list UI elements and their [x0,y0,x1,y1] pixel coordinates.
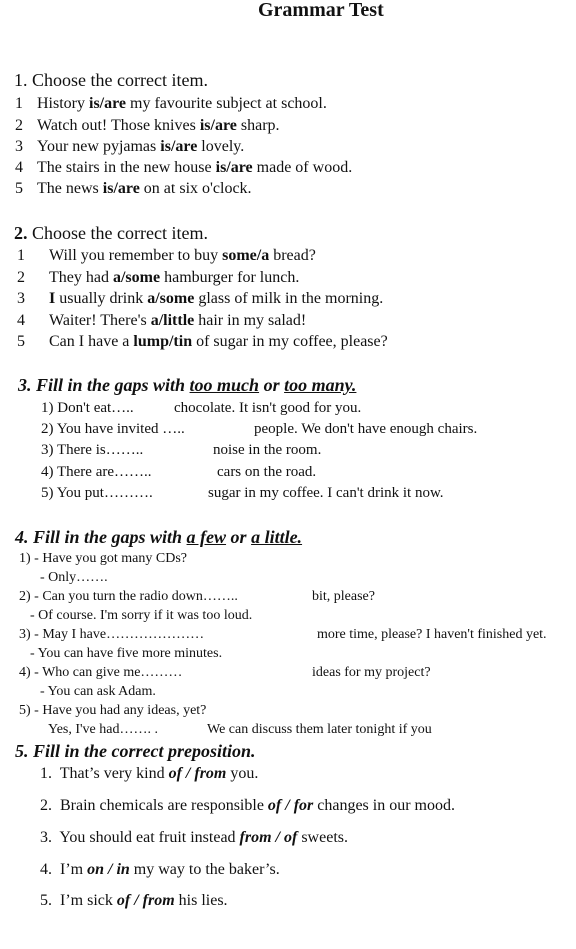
list-item: 2 Watch out! Those knives is/are sharp. [15,117,280,134]
section-heading-text: Choose the correct item. [32,223,208,243]
page-title: Grammar Test [258,0,384,21]
list-item-answer: - You can have five more minutes. [30,646,223,661]
list-item: 4) - Who can give me……… [19,665,183,680]
section-heading-text: Choose the correct item. [32,70,208,90]
list-item-answer: - Of course. I'm sorry if it was too loud. [30,608,253,623]
list-item-answer: - You can ask Adam. [40,684,156,699]
list-item: 5. I’m sick of / from his lies. [40,892,228,909]
list-item-text: noise in the room. [213,442,322,458]
list-item-text: sugar in my coffee. I can't drink it now. [208,485,444,501]
section-5-heading: 5. Fill in the correct preposition. [15,741,256,761]
list-item-text: chocolate. It isn't good for you. [174,400,362,416]
list-item: 1. That’s very kind of / from you. [40,765,259,782]
list-item: 2. Brain chemicals are responsible of / for changes in our mood. [40,797,455,814]
list-item: 3 I usually drink a/some glass of milk in the morning. [17,290,384,307]
list-item-text: bit, please? [312,589,375,604]
list-item-text: cars on the road. [217,464,317,480]
list-item: 5) - Have you had any ideas, yet? [19,703,207,718]
list-item: 4. I’m on / in my way to the baker’s. [40,861,280,878]
list-item: 2) - Can you turn the radio down…….. [19,589,238,604]
section-1-heading [14,70,208,91]
list-item: 2 They had a/some hamburger for lunch. [17,269,300,286]
list-item: 4 The stairs in the new house is/are made of wood. [15,159,353,176]
section-number: 1. [14,70,28,90]
list-item: 1) Don't eat….. [41,400,134,416]
list-item: 3) There is…….. [41,442,144,458]
list-item: 3 Your new pyjamas is/are lovely. [15,138,245,155]
list-item-text: people. We don't have enough chairs. [254,421,478,437]
list-item: 5 The news is/are on at six o'clock. [15,180,252,197]
list-item: 3. You should eat fruit instead from / of sweets. [40,829,348,846]
list-item-text: ideas for my project? [312,665,431,680]
section-3-heading: 3. Fill in the gaps with too much or too many. [18,375,357,395]
list-item: 4 Waiter! There's a/little hair in my salad! [17,312,307,329]
section-2-heading [14,223,208,244]
list-item: 1 History is/are my favourite subject at school. [15,95,327,112]
list-item-text: We can discuss them later tonight if you [207,722,432,737]
section-4-heading: 4. Fill in the gaps with a few or a little. [15,527,303,547]
list-item: 3) - May I have………………… [19,627,205,642]
section-number: 2. [14,223,28,243]
list-item-text: more time, please? I haven't finished yet. [317,627,547,642]
list-item: 1) - Have you got many CDs? [19,551,187,566]
list-item: 1 Will you remember to buy some/a bread? [17,247,316,264]
list-item: 2) You have invited ….. [41,421,185,437]
list-item-answer: - Only……. [40,570,108,585]
list-item: 5) You put………. [41,485,153,501]
list-item: 4) There are…….. [41,464,152,480]
list-item-answer: Yes, I've had……. . [48,722,158,737]
list-item: 5 Can I have a lump/tin of sugar in my coffee, please? [17,333,388,350]
